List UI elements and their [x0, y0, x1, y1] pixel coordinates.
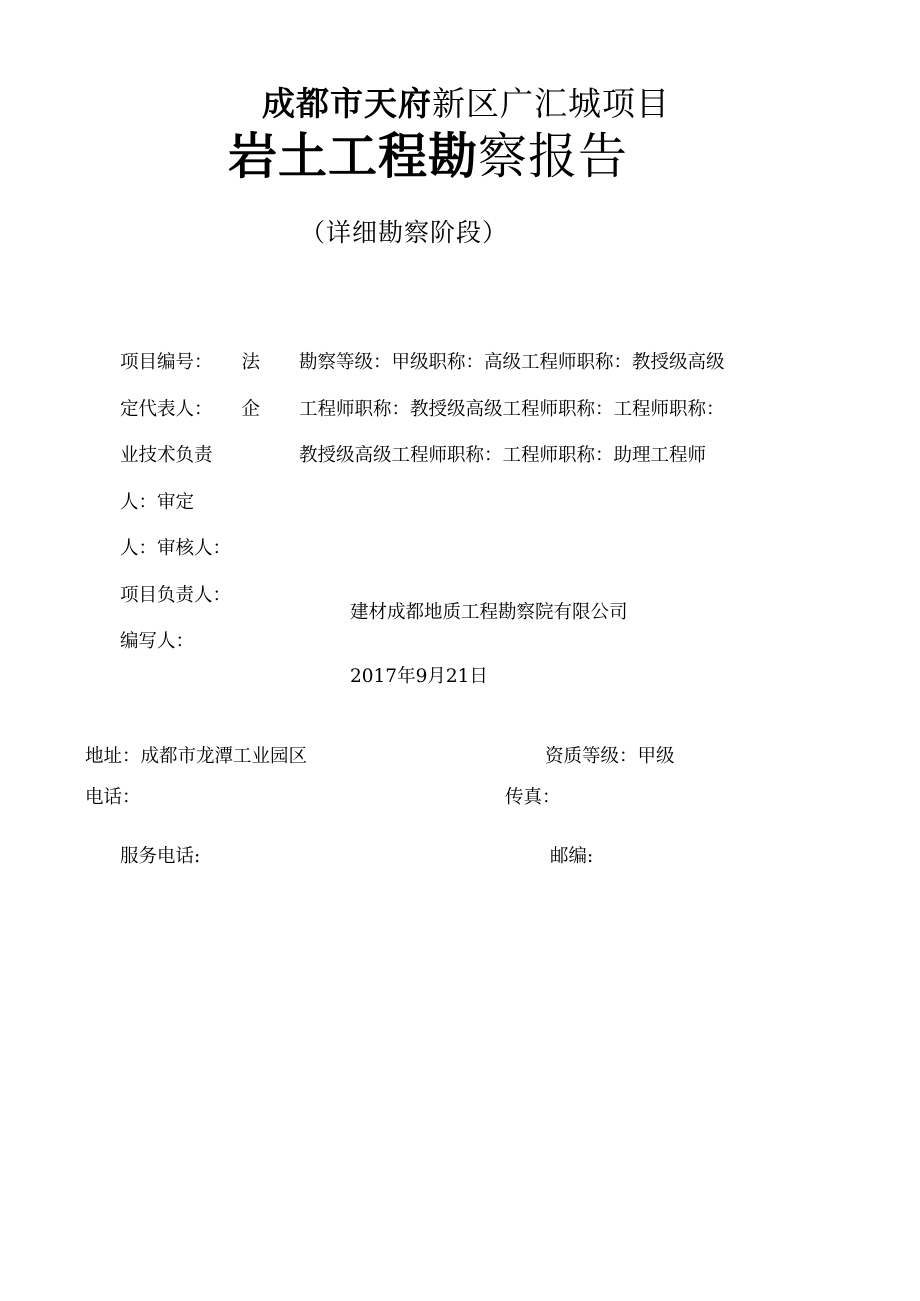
signature-labels [120, 340, 260, 666]
qualification-grade: 资质等级：甲级 [545, 746, 675, 767]
qualification-text: 勘察等级：甲级职称：高级工程师职称：教授级高级工程师职称：教授级高级工程师职称：工程师职称：教授级高级工程师职称：工程师职称：助理工程师 [299, 352, 725, 466]
label-line: 定代表人： 企 [120, 398, 260, 420]
address: 地址：成都市龙潭工业园区 [85, 746, 308, 767]
label-line: 编写人： [120, 631, 195, 652]
label-line: 项目负责人： [120, 584, 232, 606]
report-date: 2017年9月21日 [350, 666, 488, 687]
report-subtitle: （详细勘察阶段） [300, 218, 509, 247]
title-line-1-bold: 成都市天府 [262, 84, 432, 123]
service-telephone: 服务电话: [120, 846, 201, 867]
title-line-2-rest: 察报告 [478, 128, 629, 185]
postal-code: 邮编: [550, 846, 594, 867]
label-line: 项目编号： 法 [120, 352, 260, 373]
title-line-2-bold: 岩土工程勘 [228, 128, 479, 185]
report-title-line-2 [228, 118, 628, 188]
title-line-1-rest: 新区广汇城项目 [432, 84, 670, 123]
label-line: 人：审定 [120, 491, 195, 513]
company-name: 建材成都地质工程勘察院有限公司 [350, 602, 628, 623]
telephone: 电话： [85, 787, 141, 808]
fax: 传真： [505, 787, 561, 808]
label-line: 业技术负责 [120, 445, 213, 466]
label-line: 人：审核人： [120, 538, 232, 559]
